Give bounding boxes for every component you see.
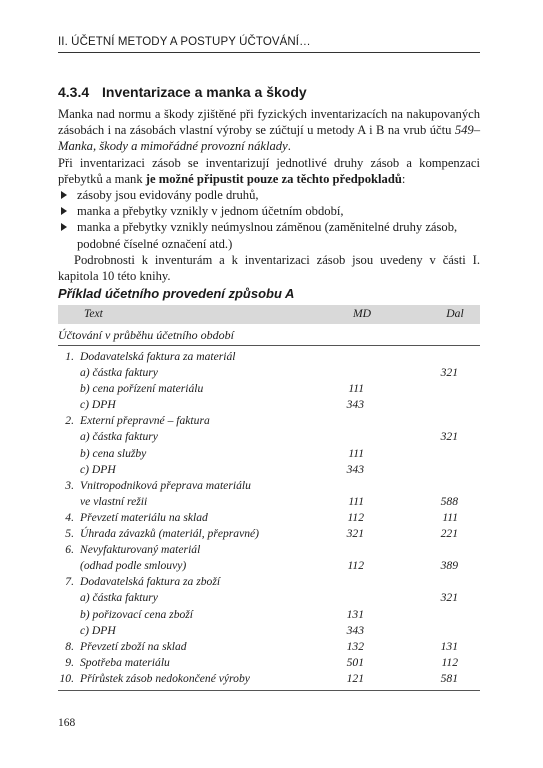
row-text: ve vlastní režii bbox=[80, 494, 148, 508]
table-row bbox=[58, 608, 480, 624]
row-dal: 221 bbox=[440, 527, 458, 541]
paragraph-2-text: Při inventarizaci zásob se inventarizují jednotlivé druhy zásob a kompenzaci přebytků a mank bbox=[58, 155, 480, 186]
table-row bbox=[58, 591, 480, 607]
paragraph-1 bbox=[58, 106, 480, 155]
row-text: Převzetí zboží na sklad bbox=[80, 639, 187, 653]
row-text: b) cena pořízení materiálu bbox=[80, 382, 204, 396]
list-item-text: manka a přebytky vznikly neúmyslnou záměnou (zaměnitelné druhy zásob, podobné číselné označení atd.) bbox=[77, 220, 458, 251]
table-row bbox=[58, 398, 480, 414]
table-row bbox=[58, 430, 480, 446]
section-heading bbox=[58, 84, 480, 100]
row-md: 121 bbox=[346, 671, 364, 685]
table-row bbox=[58, 382, 480, 398]
row-text: Převzetí materiálu na sklad bbox=[80, 510, 208, 524]
paragraph-3: Podrobnosti k inventurám a k inventarizaci zásob jsou uvedeny v části I. kapitola 10 této knihy. bbox=[58, 252, 480, 284]
row-number: 8. bbox=[65, 639, 74, 653]
list-item bbox=[58, 219, 480, 251]
list-item-text: manka a přebytky vznikly v jednom účetním období, bbox=[77, 204, 344, 219]
example-heading: Příklad účetního provedení způsobu A bbox=[58, 286, 295, 301]
row-text: a) částka faktury bbox=[80, 366, 158, 380]
page-number: 168 bbox=[58, 717, 76, 729]
section-title: Inventarizace a manka a škody bbox=[102, 84, 307, 100]
row-dal: 389 bbox=[440, 559, 458, 573]
table-body bbox=[58, 346, 480, 688]
row-md: 132 bbox=[346, 639, 364, 653]
paragraph-2 bbox=[58, 155, 480, 187]
row-md: 111 bbox=[348, 382, 364, 396]
table-bottom-rule bbox=[58, 690, 480, 691]
header-dal: Dal bbox=[446, 307, 464, 320]
table-row bbox=[58, 366, 480, 382]
paragraph-1-end: . bbox=[287, 139, 291, 154]
table-row bbox=[58, 414, 480, 430]
row-text: Spotřeba materiálu bbox=[80, 655, 170, 669]
table-row bbox=[58, 495, 480, 511]
table-row bbox=[58, 624, 480, 640]
row-md: 111 bbox=[348, 494, 364, 508]
section-number: 4.3.4 bbox=[58, 84, 90, 100]
row-number: 7. bbox=[65, 575, 74, 589]
row-text: c) DPH bbox=[80, 623, 116, 637]
row-dal: 321 bbox=[440, 366, 458, 380]
paragraph-1-text: Manka nad normu a škody zjištěné při fyzických inventarizacích na nakupovaných zásobách i na zásobách vlastní výroby se zúčtují u metody A i B na vrub účtu bbox=[58, 107, 480, 138]
row-md: 321 bbox=[346, 527, 364, 541]
row-text: Nevyfakturovaný materiál bbox=[80, 543, 201, 557]
table-row bbox=[58, 543, 480, 559]
row-text: Dodavatelská faktura za zboží bbox=[80, 575, 221, 589]
table-row bbox=[58, 640, 480, 656]
row-md: 501 bbox=[346, 655, 364, 669]
row-text: c) DPH bbox=[80, 462, 116, 476]
row-text: Přírůstek zásob nedokončené výroby bbox=[80, 671, 250, 685]
row-text: Úhrada závazků (materiál, přepravné) bbox=[80, 527, 260, 541]
row-md: 112 bbox=[347, 510, 364, 524]
row-text: (odhad podle smlouvy) bbox=[80, 559, 187, 573]
header-text: Text bbox=[84, 307, 103, 320]
row-md: 343 bbox=[346, 623, 364, 637]
table-row bbox=[58, 463, 480, 479]
row-text: b) cena služby bbox=[80, 446, 147, 460]
table-row bbox=[58, 479, 480, 495]
row-text: a) částka faktury bbox=[80, 430, 158, 444]
table-row bbox=[58, 350, 480, 366]
account-549-reference: 549–Manka, škody a mimořádné provozní náklady bbox=[58, 123, 480, 154]
row-dal: 321 bbox=[440, 430, 458, 444]
row-md: 343 bbox=[346, 398, 364, 412]
row-number: 9. bbox=[65, 655, 74, 669]
row-number: 1. bbox=[65, 350, 74, 363]
running-head: II. ÚČETNÍ METODY A POSTUPY ÚČTOVÁNÍ… bbox=[58, 36, 480, 53]
list-item-text: zásoby jsou evidovány podle druhů, bbox=[77, 188, 259, 203]
row-text: Vnitropodniková přeprava materiálu bbox=[80, 478, 251, 492]
row-dal: 588 bbox=[440, 494, 458, 508]
row-dal: 321 bbox=[440, 591, 458, 605]
row-number: 10. bbox=[59, 671, 74, 685]
row-text: b) pořizovací cena zboží bbox=[80, 607, 194, 621]
row-md: 111 bbox=[348, 446, 364, 460]
row-number: 6. bbox=[65, 543, 74, 557]
table-row bbox=[58, 447, 480, 463]
bullet-triangle-icon bbox=[61, 191, 67, 199]
row-md: 343 bbox=[346, 462, 364, 476]
table-subheading bbox=[58, 324, 480, 346]
table-row bbox=[58, 575, 480, 591]
table-row bbox=[58, 511, 480, 527]
header-md: MD bbox=[352, 307, 372, 320]
table-row bbox=[58, 559, 480, 575]
row-text: a) částka faktury bbox=[80, 591, 158, 605]
bullet-triangle-icon bbox=[61, 223, 67, 231]
paragraph-2-emphasis: je možné připustit pouze za těchto předpokladů bbox=[145, 171, 402, 186]
bullet-triangle-icon bbox=[61, 207, 67, 215]
row-dal: 111 bbox=[442, 510, 458, 524]
subheading-text: Účtování v průběhu účetního období bbox=[58, 328, 234, 342]
table-row bbox=[58, 656, 480, 672]
row-number: 3. bbox=[65, 478, 74, 492]
row-text: c) DPH bbox=[80, 398, 116, 412]
body-text bbox=[58, 106, 480, 284]
row-md: 112 bbox=[347, 559, 364, 573]
row-number: 5. bbox=[65, 527, 74, 541]
row-dal: 581 bbox=[440, 671, 458, 685]
row-dal: 131 bbox=[440, 639, 458, 653]
paragraph-2-end: : bbox=[401, 171, 406, 186]
row-dal: 112 bbox=[441, 655, 458, 669]
list-item bbox=[58, 203, 480, 219]
condition-list bbox=[58, 187, 480, 252]
table-row bbox=[58, 672, 480, 688]
table-header bbox=[58, 305, 480, 324]
row-text: Dodavatelská faktura za materiál bbox=[80, 350, 236, 363]
row-md: 131 bbox=[346, 607, 364, 621]
row-number: 4. bbox=[65, 510, 74, 524]
row-text: Externí přepravné – faktura bbox=[80, 414, 210, 428]
table-row bbox=[58, 527, 480, 543]
list-item bbox=[58, 187, 480, 203]
accounting-table bbox=[58, 305, 480, 688]
row-number: 2. bbox=[65, 414, 74, 428]
